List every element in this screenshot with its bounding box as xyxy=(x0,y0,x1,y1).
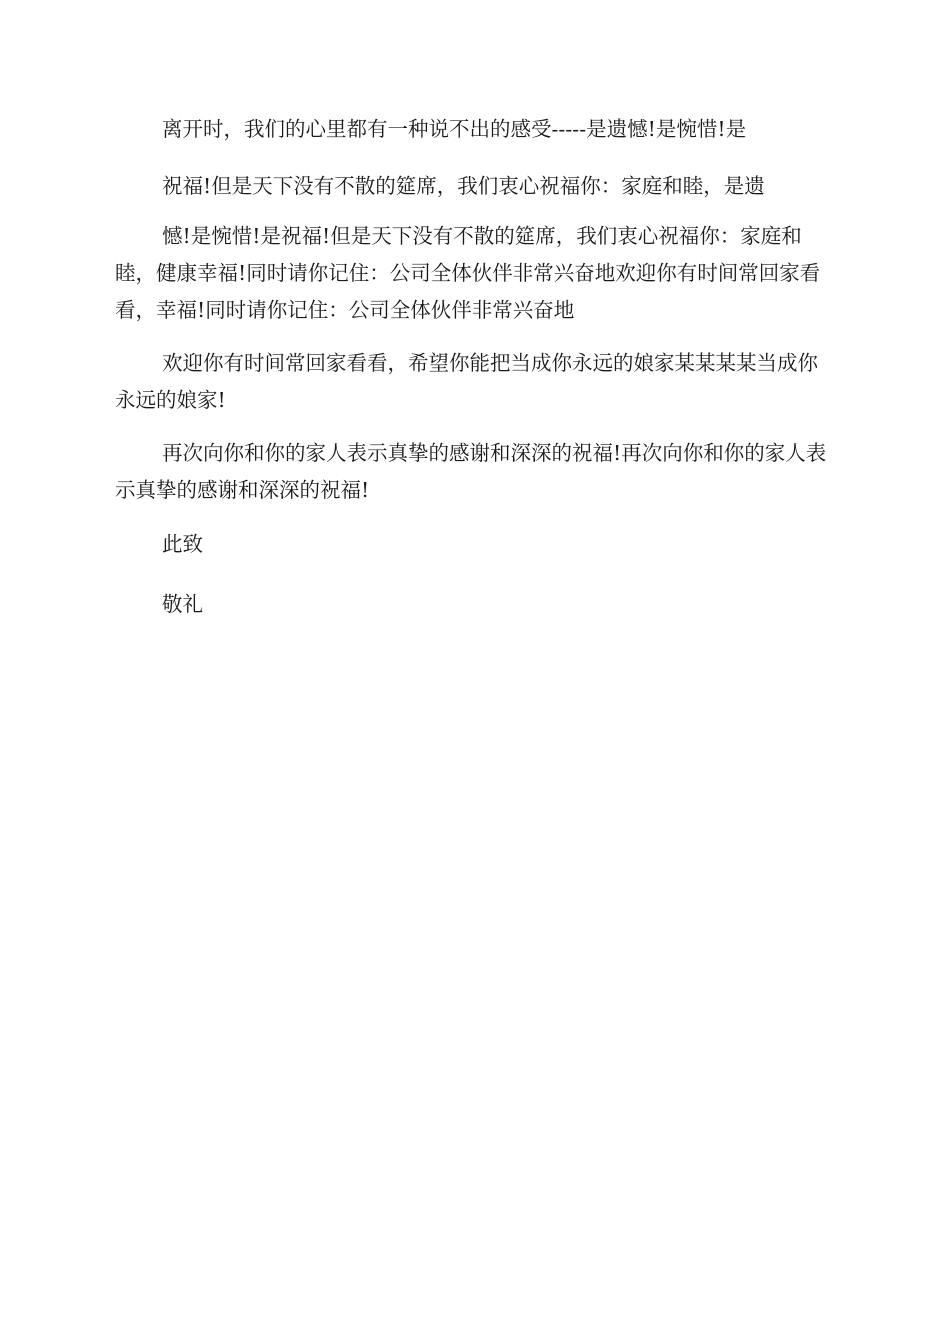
paragraph-1: 离开时，我们的心里都有一种说不出的感受-----是遗憾!是惋惜!是 xyxy=(162,117,747,141)
closing-regards: 敬礼 xyxy=(162,592,203,616)
paragraph-5: 再次向你和你的家人表示真挚的感谢和深深的祝福!再次向你和你的家人表示真挚的感谢和深深的祝福! xyxy=(115,441,827,502)
document-body xyxy=(115,106,835,627)
closing-salutation: 此致 xyxy=(162,532,203,556)
paragraph-3: 憾!是惋惜!是祝福!但是天下没有不散的筵席，我们衷心祝福你：家庭和睦，健康幸福!同时请你记住：公司全体伙伴非常兴奋地欢迎你有时间常回家看看，幸福!同时请你记住：公司全体伙伴非常兴奋地 xyxy=(115,224,821,322)
paragraph-2: 祝福!但是天下没有不散的筵席，我们衷心祝福你：家庭和睦，是遗 xyxy=(162,174,765,198)
paragraph-4: 欢迎你有时间常回家看看，希望你能把当成你永远的娘家某某某某当成你永远的娘家! xyxy=(115,351,818,412)
